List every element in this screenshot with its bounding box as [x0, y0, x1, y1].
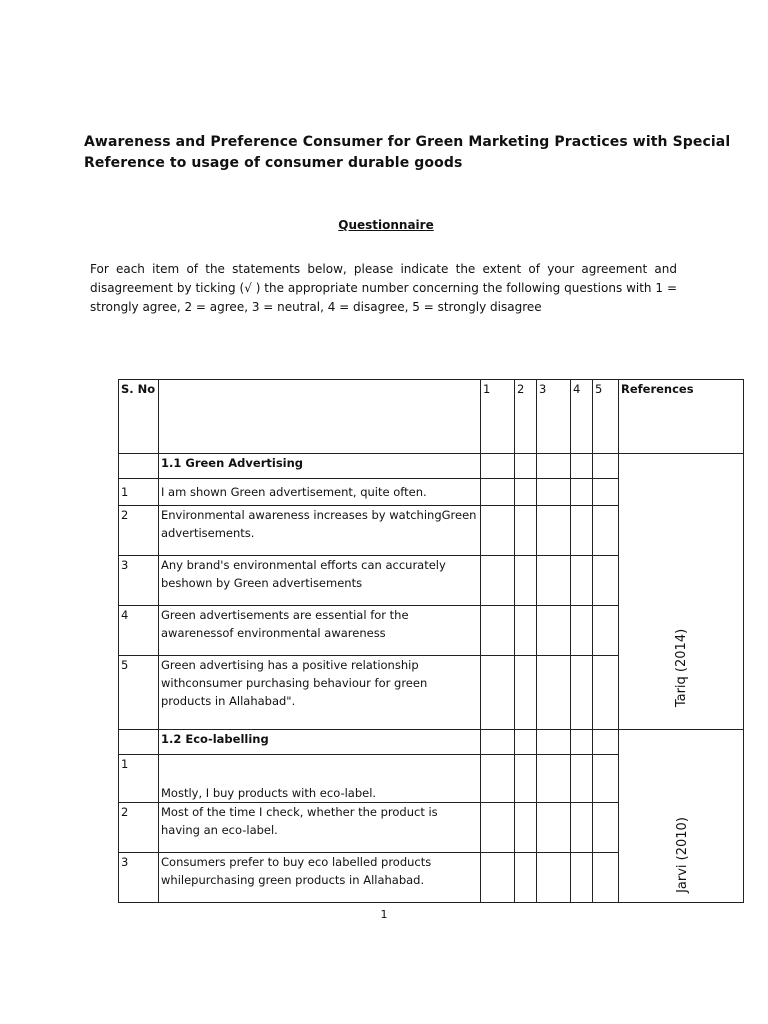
rating-cell[interactable] — [593, 556, 619, 606]
rating-cell[interactable] — [593, 853, 619, 903]
rating-cell[interactable] — [481, 506, 515, 556]
rating-cell[interactable] — [537, 656, 571, 730]
row-number: 1 — [119, 479, 159, 506]
row-number: 3 — [119, 556, 159, 606]
rating-cell[interactable] — [537, 730, 571, 755]
rating-cell[interactable] — [571, 803, 593, 853]
rating-cell[interactable] — [481, 656, 515, 730]
rating-cell[interactable] — [571, 506, 593, 556]
rating-cell[interactable] — [593, 803, 619, 853]
reference-cell — [619, 454, 744, 730]
row-number: 1 — [119, 755, 159, 803]
document-title: Awareness and Preference Consumer for Green Marketing Practices with Special Reference to usage of consumer durable goods — [84, 134, 731, 171]
scale-header-1: 1 — [481, 380, 515, 454]
scale-header-4: 4 — [571, 380, 593, 454]
rating-cell[interactable] — [481, 606, 515, 656]
questionnaire-table — [118, 379, 744, 903]
rating-cell[interactable] — [481, 454, 515, 479]
rating-cell[interactable] — [515, 556, 537, 606]
scale-header-5: 5 — [593, 380, 619, 454]
rating-cell[interactable] — [593, 606, 619, 656]
table-header-row — [119, 380, 744, 454]
rating-cell[interactable] — [593, 454, 619, 479]
rating-cell[interactable] — [571, 556, 593, 606]
instructions-paragraph: For each item of the statements below, please indicate the extent of your agreement and disagreement by ticking (√ ) the appropriate number concerning the following questions with 1 = strongly agree, 2 = agree, 3 = neutral, 4 = disagree, 5 = strongly disagree — [90, 262, 677, 314]
rating-cell[interactable] — [571, 656, 593, 730]
scale-header-3: 3 — [537, 380, 571, 454]
rating-cell[interactable] — [515, 454, 537, 479]
row-number: 3 — [119, 853, 159, 903]
scale-header-2: 2 — [515, 380, 537, 454]
section-title: 1.1 Green Advertising — [159, 454, 481, 479]
rating-cell[interactable] — [537, 803, 571, 853]
rating-cell[interactable] — [571, 606, 593, 656]
sno-header: S. No — [119, 380, 159, 454]
statement-text: Mostly, I buy products with eco-label. — [159, 755, 481, 803]
rating-cell[interactable] — [515, 506, 537, 556]
rating-cell[interactable] — [537, 755, 571, 803]
rating-cell[interactable] — [515, 730, 537, 755]
rating-cell[interactable] — [571, 853, 593, 903]
rating-cell[interactable] — [515, 479, 537, 506]
reference-label: Jarvi (2010) — [674, 817, 690, 893]
statement-text: I am shown Green advertisement, quite often. — [159, 479, 481, 506]
row-number: 2 — [119, 506, 159, 556]
rating-cell[interactable] — [537, 606, 571, 656]
rating-cell[interactable] — [515, 755, 537, 803]
rating-cell[interactable] — [515, 656, 537, 730]
statement-text: Any brand's environmental efforts can accurately beshown by Green advertisements — [159, 556, 481, 606]
rating-cell[interactable] — [571, 755, 593, 803]
statement-text: Green advertising has a positive relationship withconsumer purchasing behaviour for green products in Allahabad". — [159, 656, 481, 730]
rating-cell[interactable] — [537, 479, 571, 506]
row-number: 4 — [119, 606, 159, 656]
rating-cell[interactable] — [593, 755, 619, 803]
rating-cell[interactable] — [571, 454, 593, 479]
rating-cell[interactable] — [515, 606, 537, 656]
questionnaire-heading: Questionnaire — [338, 218, 434, 232]
reference-label: Tariq (2014) — [674, 628, 690, 708]
rating-cell[interactable] — [537, 454, 571, 479]
rating-cell[interactable] — [481, 479, 515, 506]
rating-cell[interactable] — [481, 730, 515, 755]
statement-text: Environmental awareness increases by watchingGreen advertisements. — [159, 506, 481, 556]
rating-cell[interactable] — [593, 656, 619, 730]
section-title: 1.2 Eco-labelling — [159, 730, 481, 755]
page-number: 1 — [380, 908, 388, 921]
statement-text: Green advertisements are essential for the awarenessof environmental awareness — [159, 606, 481, 656]
rating-cell[interactable] — [593, 730, 619, 755]
reference-cell — [619, 730, 744, 903]
rating-cell[interactable] — [571, 730, 593, 755]
rating-cell[interactable] — [481, 853, 515, 903]
rating-cell[interactable] — [537, 556, 571, 606]
section-row — [119, 454, 744, 479]
rating-cell[interactable] — [481, 803, 515, 853]
rating-cell[interactable] — [481, 556, 515, 606]
rating-cell[interactable] — [537, 853, 571, 903]
rating-cell[interactable] — [515, 803, 537, 853]
rating-cell[interactable] — [515, 853, 537, 903]
statement-text: Most of the time I check, whether the product is having an eco-label. — [159, 803, 481, 853]
section-row — [119, 730, 744, 755]
rating-cell[interactable] — [537, 506, 571, 556]
row-number: 5 — [119, 656, 159, 730]
row-number: 2 — [119, 803, 159, 853]
statement-header — [159, 380, 481, 454]
statement-text: Consumers prefer to buy eco labelled products whilepurchasing green products in Allahabad. — [159, 853, 481, 903]
rating-cell[interactable] — [571, 479, 593, 506]
rating-cell[interactable] — [593, 479, 619, 506]
rating-cell[interactable] — [593, 506, 619, 556]
references-header: References — [619, 380, 744, 454]
rating-cell[interactable] — [481, 755, 515, 803]
